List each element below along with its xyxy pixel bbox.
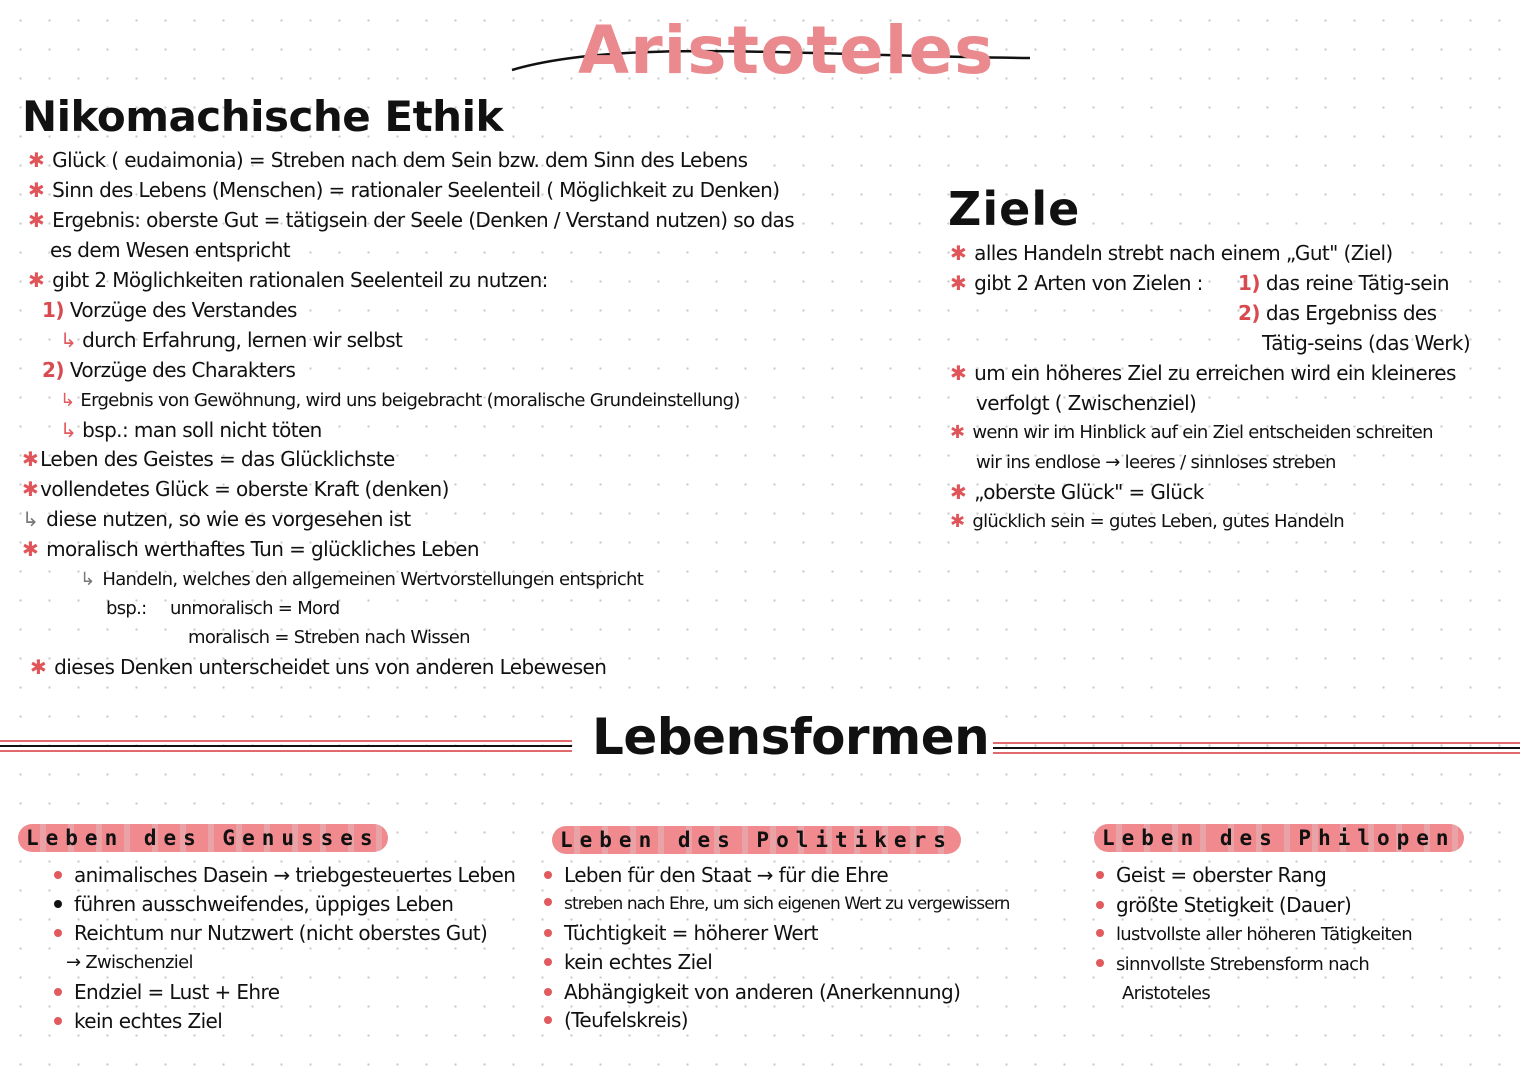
title xyxy=(500,8,1060,98)
bullet-dot-icon xyxy=(544,1016,552,1024)
ziele-line: ✱ glücklich sein = gutes Leben, gutes Handeln xyxy=(950,511,1345,532)
list-item: → Zwischenziel xyxy=(66,952,193,973)
column-heading: Leben des Genusses xyxy=(18,822,388,854)
ziele-line: ✱ um ein höheres Ziel zu erreichen wird ein kleineres xyxy=(950,361,1456,385)
ziele-line: wir ins endlose → leeres / sinnloses streben xyxy=(976,452,1336,473)
ziele-line: verfolgt ( Zwischenziel) xyxy=(976,391,1197,415)
bullet-dot-icon xyxy=(544,898,552,906)
ethik-line: 1) Vorzüge des Verstandes xyxy=(42,298,297,322)
list-item: (Teufelskreis) xyxy=(544,1008,688,1032)
ethik-line: ✱ Leben des Geistes = das Glücklichste xyxy=(22,447,395,471)
lebensformen-heading: Lebensformen xyxy=(588,708,993,766)
bullet-icon: ✱ xyxy=(28,178,45,202)
bullet-icon: ✱ xyxy=(22,477,39,501)
bullet-icon: ✱ xyxy=(28,268,45,292)
ethik-heading: Nikomachische Ethik xyxy=(22,92,503,141)
list-item: Geist = oberster Rang xyxy=(1096,863,1326,887)
list-item: Aristoteles xyxy=(1122,983,1211,1004)
bullet-dot-icon xyxy=(54,871,62,879)
column-heading: Leben des Philopen xyxy=(1094,822,1464,854)
list-item: Leben für den Staat → für die Ehre xyxy=(544,863,888,887)
ethik-line: ✱ Sinn des Lebens (Menschen) = rationaler Seelenteil ( Möglichkeit zu Denken) xyxy=(28,178,780,202)
bullet-icon: ✱ xyxy=(28,208,45,232)
bullet-dot-icon xyxy=(54,900,62,908)
ethik-line: bsp.: xyxy=(106,598,147,619)
bullet-dot-icon xyxy=(54,929,62,937)
return-arrow-icon: ↳ xyxy=(60,328,77,352)
ethik-line: 2) Vorzüge des Charakters xyxy=(42,358,296,382)
ethik-line: ✱ dieses Denken unterscheidet uns von anderen Lebewesen xyxy=(30,655,607,679)
ethik-line: es dem Wesen entspricht xyxy=(50,238,291,262)
return-arrow-icon: ↳ xyxy=(80,569,95,590)
list-item: kein echtes Ziel xyxy=(54,1009,222,1033)
bullet-dot-icon xyxy=(54,988,62,996)
ethik-line: ↳ bsp.: man soll nicht töten xyxy=(60,418,322,442)
return-arrow-icon: ↳ xyxy=(60,418,77,442)
divider xyxy=(0,750,572,752)
ethik-line: ✱ vollendetes Glück = oberste Kraft (denken) xyxy=(22,477,449,501)
ethik-line: ↳ durch Erfahrung, lernen wir selbst xyxy=(60,328,403,352)
bullet-dot-icon xyxy=(544,988,552,996)
bullet-icon: ✱ xyxy=(22,447,39,471)
list-item: lustvollste aller höheren Tätigkeiten xyxy=(1096,923,1412,947)
divider xyxy=(918,747,1520,749)
number-marker: 2) xyxy=(42,358,64,382)
ethik-line: unmoralisch = Mord xyxy=(170,598,340,619)
bullet-icon: ✱ xyxy=(950,422,965,443)
ziele-line: 1) das reine Tätig-sein xyxy=(1238,271,1449,295)
ethik-line: ↳ Ergebnis von Gewöhnung, wird uns beigebracht (moralische Grundeinstellung) xyxy=(60,390,740,411)
list-item: animalisches Dasein → triebgesteuertes Leben xyxy=(54,863,515,887)
list-item: führen ausschweifendes, üppiges Leben xyxy=(54,892,453,916)
ethik-line: ↳ diese nutzen, so wie es vorgesehen ist xyxy=(22,507,411,531)
ziele-line: Tätig-seins (das Werk) xyxy=(1262,331,1471,355)
bullet-icon: ✱ xyxy=(22,537,39,561)
bullet-icon: ✱ xyxy=(950,480,967,504)
number-marker: 2) xyxy=(1238,301,1260,325)
list-item: Abhängigkeit von anderen (Anerkennung) xyxy=(544,980,960,1004)
divider xyxy=(0,740,572,742)
ethik-line: ✱ moralisch werthaftes Tun = glückliches Leben xyxy=(22,537,479,561)
ethik-line: ✱ Glück ( eudaimonia) = Streben nach dem Sein bzw. dem Sinn des Lebens xyxy=(28,148,748,172)
ethik-line: moralisch = Streben nach Wissen xyxy=(188,627,470,648)
divider xyxy=(918,742,1520,744)
bullet-icon: ✱ xyxy=(950,511,965,532)
bullet-icon: ✱ xyxy=(30,655,47,679)
bullet-icon: ✱ xyxy=(28,148,45,172)
list-item: größte Stetigkeit (Dauer) xyxy=(1096,893,1351,917)
bullet-dot-icon xyxy=(1096,901,1104,909)
bullet-dot-icon xyxy=(544,929,552,937)
bullet-icon: ✱ xyxy=(950,361,967,385)
ziele-line: ✱ gibt 2 Arten von Zielen : xyxy=(950,271,1203,295)
ethik-line: ✱ Ergebnis: oberste Gut = tätigsein der Seele (Denken / Verstand nutzen) so das xyxy=(28,208,795,232)
list-item: streben nach Ehre, um sich eigenen Wert zu vergewissern xyxy=(544,892,1009,916)
bullet-icon: ✱ xyxy=(950,241,967,265)
ziele-line: ✱ alles Handeln strebt nach einem „Gut" (Ziel) xyxy=(950,241,1393,265)
list-item: sinnvollste Strebensform nach xyxy=(1096,953,1369,977)
ziele-line: ✱ wenn wir im Hinblick auf ein Ziel entscheiden schreiten xyxy=(950,422,1433,443)
bullet-dot-icon xyxy=(544,958,552,966)
ziele-line: ✱ „oberste Glück" = Glück xyxy=(950,480,1204,504)
list-item: Endziel = Lust + Ehre xyxy=(54,980,279,1004)
page-title: Aristoteles xyxy=(578,12,995,89)
number-marker: 1) xyxy=(42,298,64,322)
list-item: kein echtes Ziel xyxy=(544,950,712,974)
ziele-line: 2) das Ergebniss des xyxy=(1238,301,1437,325)
bullet-dot-icon xyxy=(54,1017,62,1025)
return-arrow-icon: ↳ xyxy=(22,507,39,531)
number-marker: 1) xyxy=(1238,271,1260,295)
bullet-dot-icon xyxy=(544,871,552,879)
ziele-heading: Ziele xyxy=(948,182,1081,236)
list-item: Reichtum nur Nutzwert (nicht oberstes Gut) xyxy=(54,921,487,945)
divider xyxy=(0,745,572,747)
bullet-dot-icon xyxy=(1096,929,1104,937)
bullet-dot-icon xyxy=(1096,871,1104,879)
column-heading: Leben des Politikers xyxy=(552,824,961,856)
ethik-line: ↳ Handeln, welches den allgemeinen Wertvorstellungen entspricht xyxy=(80,569,644,590)
bullet-icon: ✱ xyxy=(950,271,967,295)
list-item: Tüchtigkeit = höherer Wert xyxy=(544,921,818,945)
return-arrow-icon: ↳ xyxy=(60,390,75,411)
ethik-line: ✱ gibt 2 Möglichkeiten rationalen Seelenteil zu nutzen: xyxy=(28,268,548,292)
divider xyxy=(918,752,1520,754)
bullet-dot-icon xyxy=(1096,959,1104,967)
